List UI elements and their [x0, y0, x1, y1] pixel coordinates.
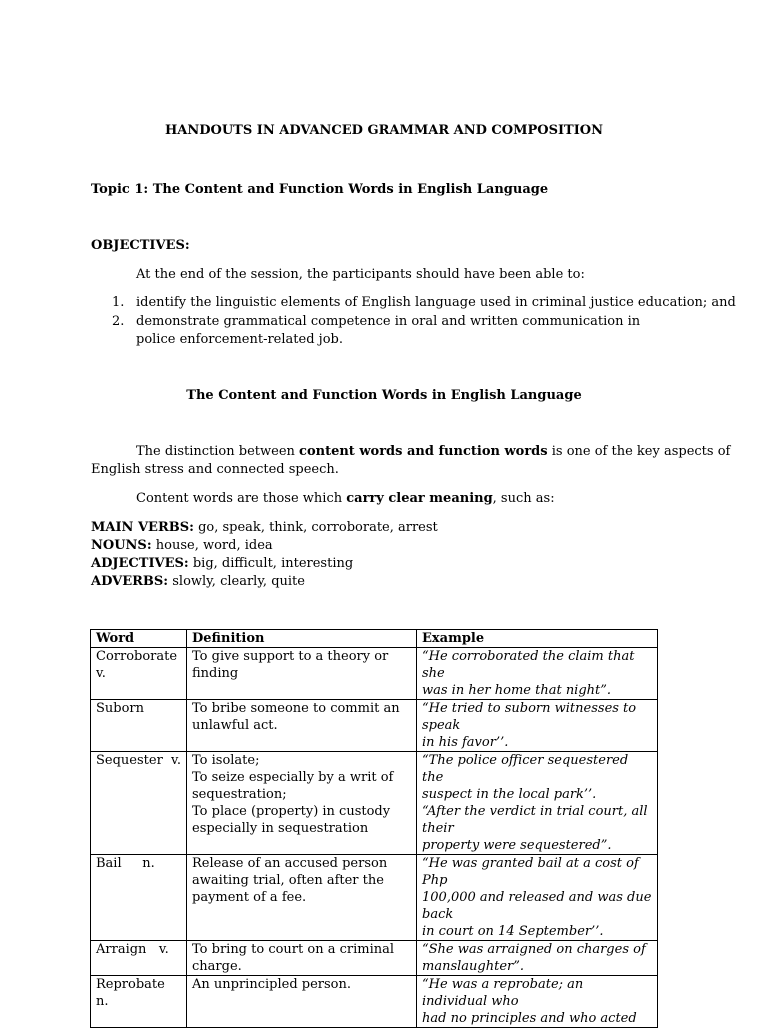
definition-line: Release of an accused person	[192, 856, 388, 871]
example-line: had no principles and who acted	[422, 1011, 637, 1026]
definition-line: To bring to court on a criminal	[192, 942, 395, 957]
example-line: was in her home that night”.	[422, 683, 612, 698]
category-label: ADJECTIVES:	[91, 556, 189, 571]
example-cell	[417, 976, 658, 1028]
category-adverbs	[91, 573, 305, 591]
word-line: Arraign v.	[96, 942, 169, 957]
example-line: “The police officer sequestered the	[422, 753, 629, 785]
category-adjectives	[91, 555, 353, 573]
word-line: Reprobate n.	[96, 977, 165, 1009]
example-line: “He corroborated the claim that she	[422, 649, 635, 681]
column-header-word: Word	[91, 630, 187, 648]
word-cell	[91, 700, 187, 752]
word-line: Suborn	[96, 701, 145, 716]
objective-1-text: identify the linguistic elements of English language used in criminal justice education; and	[136, 295, 736, 310]
paragraph-distinction-line2: English stress and connected speech.	[91, 462, 339, 477]
definition-line: To seize especially by a writ of	[192, 770, 394, 785]
example-line: “He tried to suborn witnesses to speak	[422, 701, 637, 733]
definition-cell	[187, 752, 417, 855]
example-line: suspect in the local park’’.	[422, 787, 597, 802]
vocabulary-table	[90, 629, 658, 1028]
example-line: 100,000 and released and was due back	[422, 890, 652, 922]
definition-line: awaiting trial, often after the	[192, 873, 384, 888]
definition-line: charge.	[192, 959, 242, 974]
topic-heading: Topic 1: The Content and Function Words in English Language	[91, 182, 549, 197]
definition-line: payment of a fee.	[192, 890, 307, 905]
definition-line: especially in sequestration	[192, 821, 369, 836]
example-cell	[417, 941, 658, 976]
paragraph-content-words	[136, 490, 555, 508]
word-cell	[91, 855, 187, 941]
example-line: in his favor’’.	[422, 735, 509, 750]
category-label: ADVERBS:	[91, 574, 169, 589]
table-row	[91, 700, 658, 752]
definition-cell	[187, 648, 417, 700]
example-line: “She was arraigned on charges of	[422, 942, 646, 957]
definition-cell	[187, 700, 417, 752]
table-row	[91, 855, 658, 941]
example-line: “After the verdict in trial court, all their	[422, 804, 648, 836]
section-title: The Content and Function Words in English Language	[186, 388, 582, 403]
definition-line: An unprincipled person.	[192, 977, 352, 992]
word-line: v.	[96, 666, 106, 681]
word-line: Sequester v.	[96, 753, 181, 768]
objectives-intro: At the end of the session, the participants should have been able to:	[136, 267, 585, 282]
example-line: in court on 14 September’’.	[422, 924, 604, 939]
category-label: MAIN VERBS:	[91, 520, 194, 535]
definition-cell	[187, 976, 417, 1028]
table-row	[91, 976, 658, 1028]
word-cell	[91, 976, 187, 1028]
table-row	[91, 941, 658, 976]
definition-cell	[187, 941, 417, 976]
example-line: “He was granted bail at a cost of Php	[422, 856, 639, 888]
page-title: HANDOUTS IN ADVANCED GRAMMAR AND COMPOSITION	[164, 123, 604, 138]
category-nouns	[91, 537, 273, 555]
example-cell	[417, 752, 658, 855]
definition-cell	[187, 855, 417, 941]
word-line: Corroborate	[96, 649, 178, 664]
category-text: house, word, idea	[151, 538, 273, 553]
objectives-heading: OBJECTIVES:	[91, 238, 190, 253]
example-line: property were sequestered”.	[422, 838, 612, 853]
category-text: go, speak, think, corroborate, arrest	[193, 520, 438, 535]
table-row	[91, 752, 658, 855]
para1-text-c: is one of the key aspects of	[547, 444, 731, 459]
example-cell	[417, 855, 658, 941]
category-main-verbs	[91, 519, 438, 537]
definition-line: unlawful act.	[192, 718, 278, 733]
definition-line: finding	[192, 666, 239, 681]
category-text: slowly, clearly, quite	[168, 574, 305, 589]
paragraph-distinction	[136, 443, 730, 461]
word-cell	[91, 752, 187, 855]
column-header-example: Example	[417, 630, 658, 648]
column-header-definition: Definition	[187, 630, 417, 648]
objective-2-text-line2: police enforcement-related job.	[136, 332, 343, 347]
objective-1-number: 1.	[112, 295, 125, 310]
example-line: manslaughter”.	[422, 959, 525, 974]
definition-line: To isolate;	[192, 753, 260, 768]
table-header-row	[91, 630, 658, 648]
word-cell	[91, 941, 187, 976]
objective-2-text-line1: demonstrate grammatical competence in oral and written communication in	[136, 314, 641, 329]
example-cell	[417, 700, 658, 752]
definition-line: To bribe someone to commit an	[192, 701, 400, 716]
category-label: NOUNS:	[91, 538, 152, 553]
example-line: “He was a reprobate; an individual who	[422, 977, 584, 1009]
para2-highlight: carry clear meaning	[346, 491, 493, 506]
para2-text-c: , such as:	[492, 491, 555, 506]
definition-line: To place (property) in custody	[192, 804, 391, 819]
example-cell	[417, 648, 658, 700]
objective-2-number: 2.	[112, 314, 125, 329]
para2-text-a: Content words are those which	[136, 491, 347, 506]
word-cell	[91, 648, 187, 700]
table-row	[91, 648, 658, 700]
definition-line: To give support to a theory or	[192, 649, 389, 664]
word-line: Bail n.	[96, 856, 155, 871]
para1-highlight: content words and function words	[299, 444, 548, 459]
category-text: big, difficult, interesting	[188, 556, 354, 571]
para1-text-a: The distinction between	[136, 444, 300, 459]
definition-line: sequestration;	[192, 787, 287, 802]
